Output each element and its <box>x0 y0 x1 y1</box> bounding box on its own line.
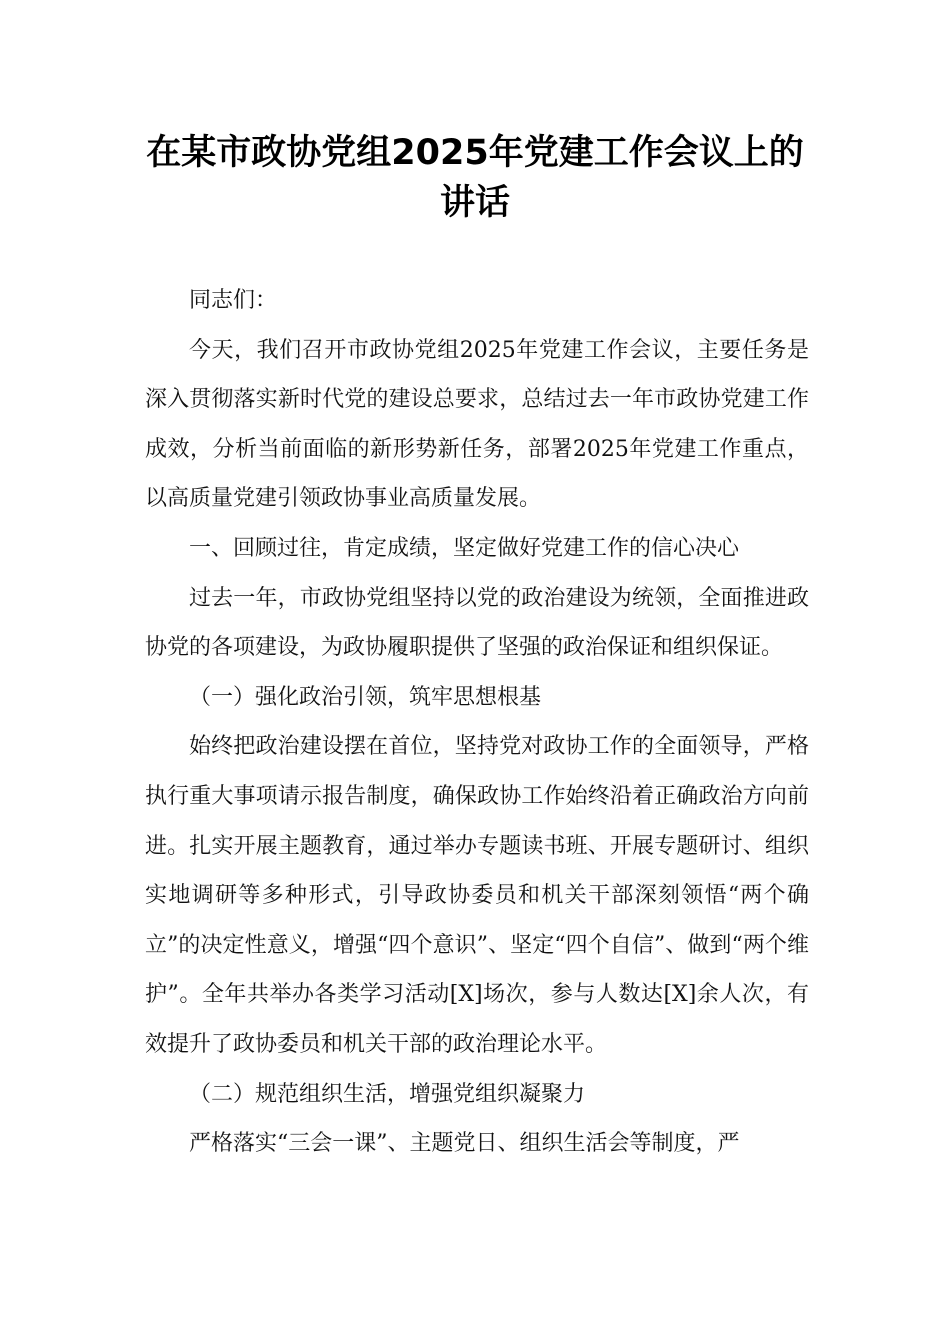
document-body <box>145 276 809 1169</box>
salutation: 同志们： <box>189 288 278 313</box>
subsection-heading-2: （二）规范组织生活，增强党组织凝聚力 <box>189 1081 586 1107</box>
section-paragraph-1: 过去一年，市政协党组坚持以党的政治建设为统领，全面推进政协党的各项建设，为政协履职提供了坚强的政治保证和组织保证。 <box>145 585 809 661</box>
document-title: 在某市政协党组2025年党建工作会议上的讲话 <box>146 133 804 223</box>
section-heading-1: 一、回顾过往，肯定成绩，坚定做好党建工作的信心决心 <box>189 535 740 561</box>
subsection-paragraph-2: 严格落实“三会一课”、主题党日、组织生活会等制度，严 <box>189 1131 740 1157</box>
intro-paragraph: 今天，我们召开市政协党组2025年党建工作会议，主要任务是深入贯彻落实新时代党的建设总要求，总结过去一年市政协党建工作成效，分析当前面临的新形势新任务，部署2025年党建工作重点，以高质量党建引领政协事业高质量发展。 <box>145 337 809 512</box>
subsection-paragraph-1: 始终把政治建设摆在首位，坚持党对政协工作的全面领导，严格执行重大事项请示报告制度，确保政协工作始终沿着正确政治方向前进。扎实开展主题教育，通过举办专题读书班、开展专题研讨、组织实地调研等多种形式，引导政协委员和机关干部深刻领悟“两个确立”的决定性意义，增强“四个意识”、坚定“四个自信”、做到“两个维护”。全年共举办各类学习活动[X]场次，参与人数达[X]余人次，有效提升了政协委员和机关干部的政治理论水平。 <box>145 734 809 1057</box>
subsection-heading-1: （一）强化政治引领，筑牢思想根基 <box>189 684 542 710</box>
